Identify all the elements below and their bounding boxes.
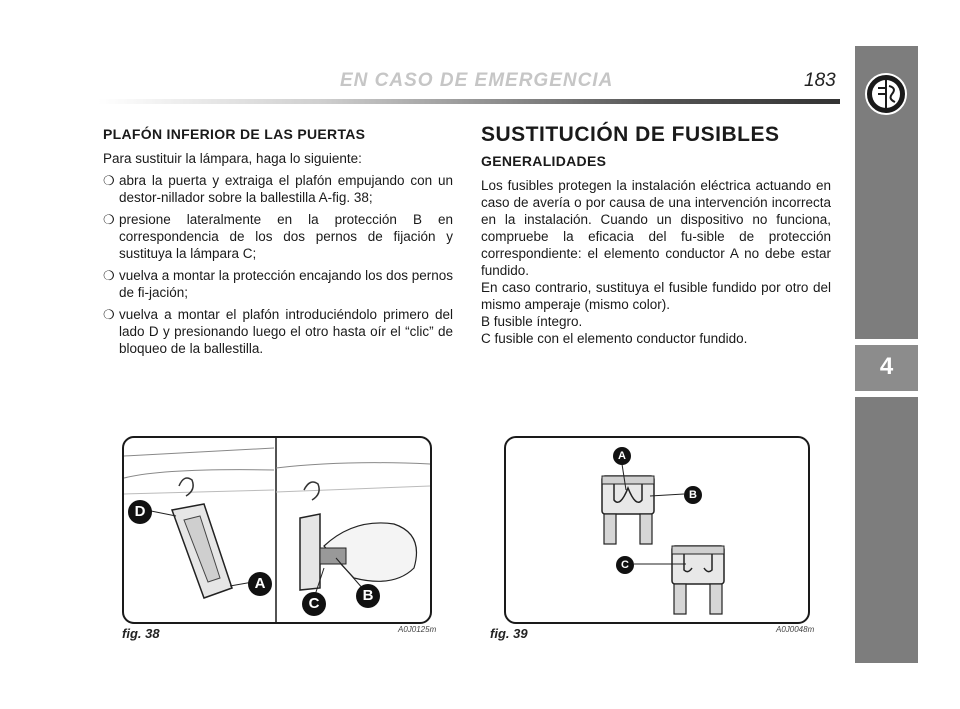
step-text: presione lateralmente en la protección B en correspondencia de los dos pernos de fijación y sustituya la lámpara C;: [119, 212, 453, 261]
callout-C: C: [616, 556, 634, 574]
step-text: abra la puerta y extraiga el plafón empujando con un destor-nillador sobre la ballestilla A-fig. 38;: [119, 173, 453, 205]
body-paragraph: C fusible con el elemento conductor fundido.: [481, 331, 748, 346]
page-number: 183: [804, 70, 836, 91]
brand-logo-icon: [864, 72, 908, 116]
steps-list: [103, 172, 453, 357]
running-header-title: EN CASO DE EMERGENCIA: [340, 70, 614, 91]
callout-B: B: [356, 584, 380, 608]
bullet-icon: ❍: [103, 268, 115, 283]
bullet-icon: ❍: [103, 212, 115, 227]
list-item: [103, 211, 453, 262]
section-heading: PLAFÓN INFERIOR DE LAS PUERTAS: [103, 126, 366, 142]
bullet-icon: ❍: [103, 307, 115, 322]
intro-text: Para sustituir la lámpara, haga lo siguiente:: [103, 151, 362, 166]
list-item: [103, 172, 453, 206]
figure-38: [122, 436, 432, 624]
body-paragraph: B fusible íntegro.: [481, 314, 583, 329]
step-text: vuelva a montar el plafón introduciéndolo primero del lado D y presionando luego el otro hasta oír el “clic” de bloqueo de la ballestilla.: [119, 307, 453, 356]
list-item: [103, 267, 453, 301]
callout-A: A: [613, 447, 631, 465]
list-item: [103, 306, 453, 357]
fuse-illustration: [506, 438, 808, 622]
step-text: vuelva a montar la protección encajando los dos pernos de fi-jación;: [119, 268, 453, 300]
door-light-illustration: [124, 438, 430, 622]
chapter-number: 4: [879, 353, 894, 380]
left-column: [103, 126, 453, 362]
figure-39-code: A0J0048m: [776, 625, 815, 634]
body-paragraph: En caso contrario, sustituya el fusible fundido por otro del mismo amperaje (mismo color).: [481, 280, 831, 312]
right-column: [481, 123, 831, 347]
callout-B: B: [684, 486, 702, 504]
callout-A: A: [248, 572, 272, 596]
figure-39: [504, 436, 810, 624]
figure-39-label: fig. 39: [490, 626, 528, 641]
section-title: SUSTITUCIÓN DE FUSIBLES: [481, 123, 780, 146]
sidebar-tab-bottom: [855, 397, 918, 663]
subsection-heading: GENERALIDADES: [481, 153, 607, 169]
header-rule: [98, 99, 840, 104]
chapter-tab[interactable]: [855, 345, 918, 391]
figure-38-label: fig. 38: [122, 626, 160, 641]
figure-38-code: A0J0125m: [398, 625, 437, 634]
callout-D: D: [128, 500, 152, 524]
callout-C: C: [302, 592, 326, 616]
bullet-icon: ❍: [103, 173, 115, 188]
body-paragraph: Los fusibles protegen la instalación eléctrica actuando en caso de avería o por causa de una intervención incorrecta en la instalación. Cuando un dispositivo no funciona, compruebe la eficacia del fu-sible de protección correspondiente: el elemento conductor A no debe estar fundido.: [481, 178, 831, 278]
